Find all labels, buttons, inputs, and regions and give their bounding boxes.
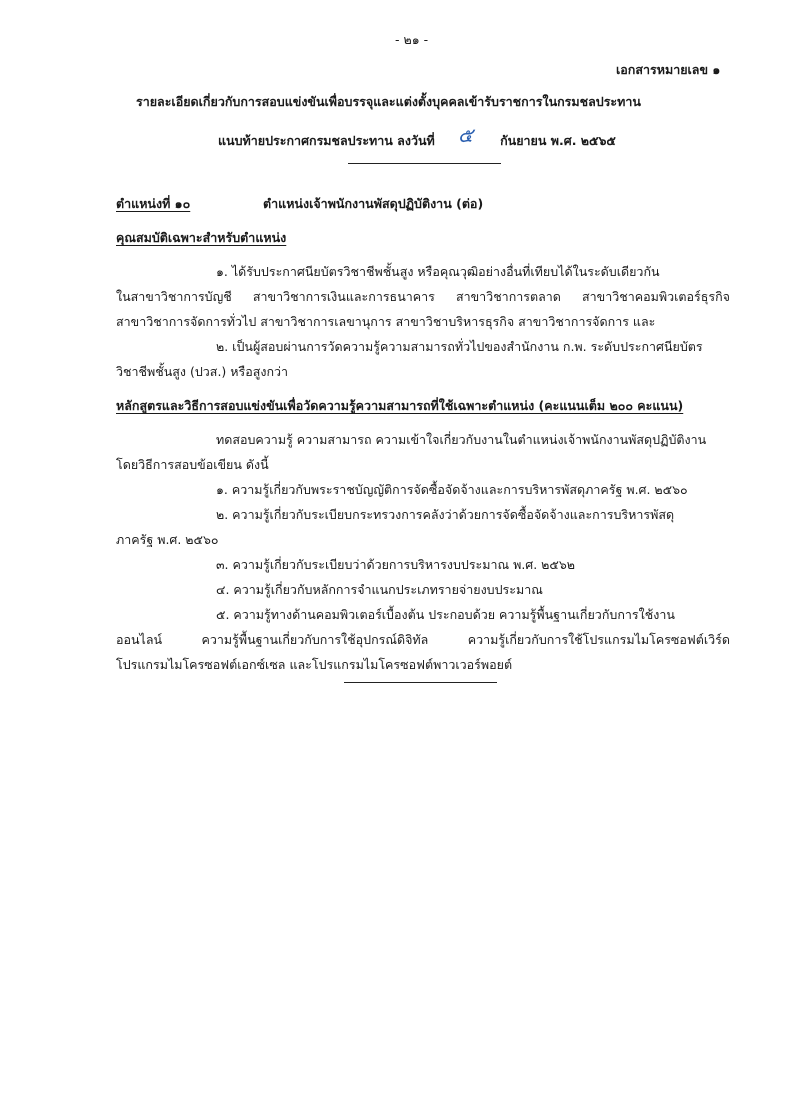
document-title-line-1: รายละเอียดเกี่ยวกับการสอบแข่งขันเพื่อบรรจุและแต่งตั้งบุคคลเข้ารับราชการในกรมชลประทาน xyxy=(136,94,641,109)
title-date-prefix: แนบท้ายประกาศกรมชลประทาน ลงวันที่ xyxy=(218,133,435,148)
position-name: ตำแหน่งเจ้าพนักงานพัสดุปฏิบัติงาน (ต่อ) xyxy=(263,196,484,211)
position-label: ตำแหน่งที่ ๑๐ xyxy=(116,196,191,211)
curriculum-item-5-line-3: โปรแกรมไมโครซอฟต์เอกซ์เซล และโปรแกรมไมโครซอฟต์พาวเวอร์พอยต์ xyxy=(116,657,513,672)
curriculum-item-5-line-2: ออนไลน์ ความรู้พื้นฐานเกี่ยวกับการใช้อุปกรณ์ดิจิทัล ความรู้เกี่ยวกับการใช้โปรแกรมไมโครซอฟต์เวิร์ด xyxy=(116,632,730,647)
curriculum-item-1: ๑. ความรู้เกี่ยวกับพระราชบัญญัติการจัดซื้อจัดจ้างและการบริหารพัสดุภาครัฐ พ.ศ. ๒๕๖๐ xyxy=(216,482,688,497)
qualification-item-1-line-2: ในสาขาวิชาการบัญชี สาขาวิชาการเงินและการธนาคาร สาขาวิชาการตลาด สาขาวิชาคอมพิวเตอร์ธุรกิจ xyxy=(116,289,730,304)
qualification-item-1-line-1: ๑. ได้รับประกาศนียบัตรวิชาชีพชั้นสูง หรือคุณวุฒิอย่างอื่นที่เทียบได้ในระดับเดียวกัน xyxy=(216,264,660,279)
end-divider xyxy=(344,682,497,683)
curriculum-item-3: ๓. ความรู้เกี่ยวกับระเบียบว่าด้วยการบริหารงบประมาณ พ.ศ. ๒๕๖๒ xyxy=(216,557,576,572)
curriculum-intro-line-1: ทดสอบความรู้ ความสามารถ ความเข้าใจเกี่ยวกับงานในตำแหน่งเจ้าพนักงานพัสดุปฏิบัติงาน xyxy=(216,432,707,447)
curriculum-intro-line-2: โดยวิธีการสอบข้อเขียน ดังนี้ xyxy=(116,457,269,472)
qualification-item-2-line-2: วิชาชีพชั้นสูง (ปวส.) หรือสูงกว่า xyxy=(116,364,289,379)
document-title-line-2 xyxy=(218,122,616,154)
curriculum-item-5-line-1: ๕. ความรู้ทางด้านคอมพิวเตอร์เบื้องต้น ประกอบด้วย ความรู้พื้นฐานเกี่ยวกับการใช้งาน xyxy=(216,607,675,622)
curriculum-item-2-line-2: ภาครัฐ พ.ศ. ๒๕๖๐ xyxy=(116,532,219,547)
title-date-suffix: กันยายน พ.ศ. ๒๕๖๕ xyxy=(500,133,616,148)
page-number: - ๒๑ - xyxy=(395,32,429,47)
curriculum-item-2-line-1: ๒. ความรู้เกี่ยวกับระเบียบกระทรวงการคลังว่าด้วยการจัดซื้อจัดจ้างและการบริหารพัสดุ xyxy=(216,507,675,522)
qualifications-heading: คุณสมบัติเฉพาะสำหรับตำแหน่ง xyxy=(116,230,287,245)
handwritten-day: ๕ xyxy=(457,123,473,147)
title-divider xyxy=(348,163,501,164)
curriculum-heading: หลักสูตรและวิธีการสอบแข่งขันเพื่อวัดความรู้ความสามารถที่ใช้เฉพาะตำแหน่ง (คะแนนเต็ม ๒๐๐ คะแนน) xyxy=(116,398,684,413)
qualification-item-1-line-3: สาขาวิชาการจัดการทั่วไป สาขาวิชาการเลขานุการ สาขาวิชาบริหารธุรกิจ สาขาวิชาการจัดการ และ xyxy=(116,314,656,329)
qualification-item-2-line-1: ๒. เป็นผู้สอบผ่านการวัดความรู้ความสามารถทั่วไปของสำนักงาน ก.พ. ระดับประกาศนียบัตร xyxy=(216,339,703,354)
document-reference: เอกสารหมายเลข ๑ xyxy=(616,62,721,77)
curriculum-item-4: ๔. ความรู้เกี่ยวกับหลักการจำแนกประเภทรายจ่ายงบประมาณ xyxy=(216,582,543,597)
